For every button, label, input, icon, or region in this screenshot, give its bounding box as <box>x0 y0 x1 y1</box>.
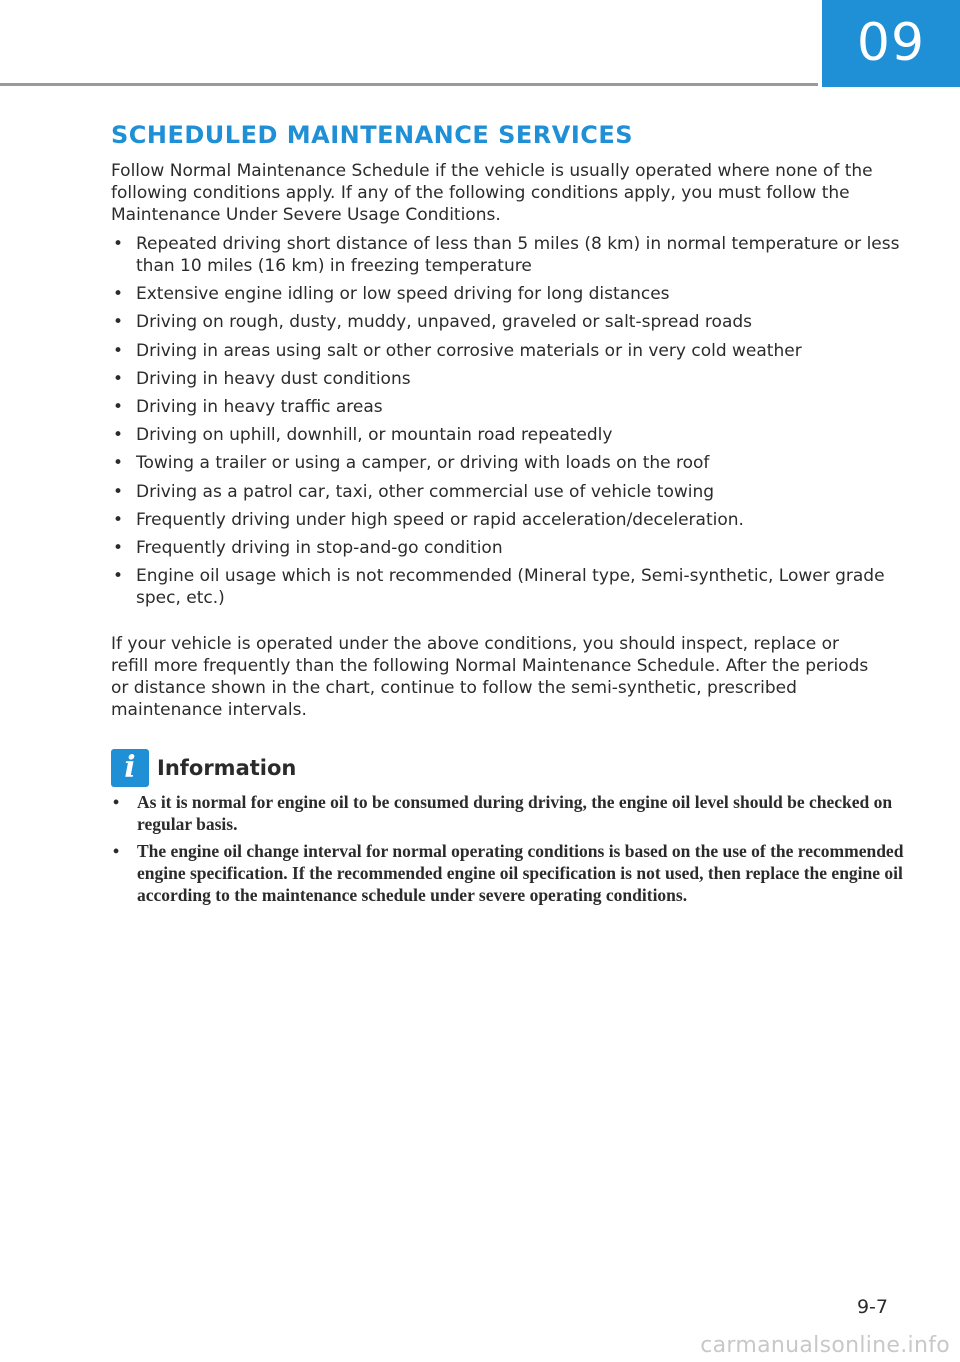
list-item-text: As it is normal for engine oil to be consumed during driving, the engine oil level should be checked on regular basis. <box>137 792 893 834</box>
bullet-icon: • <box>113 425 124 446</box>
info-icon: i <box>111 749 149 787</box>
page-number: 9-7 <box>856 1296 888 1318</box>
list-item-text: Engine oil usage which is not recommended (Mineral type, Semi-synthetic, Lower grade spec, etc.) <box>136 566 885 609</box>
header-rule <box>0 83 818 86</box>
list-item <box>111 233 911 277</box>
bullet-icon: • <box>113 340 124 361</box>
list-item <box>111 537 911 559</box>
bullet-icon: • <box>113 284 124 305</box>
list-item <box>111 340 911 362</box>
list-item <box>111 396 911 418</box>
severe-conditions-list <box>111 233 911 615</box>
list-item <box>111 509 911 531</box>
list-item <box>111 481 911 503</box>
bullet-icon: • <box>113 841 120 861</box>
list-item-text: Repeated driving short distance of less than 5 miles (8 km) in normal temperature or less than 10 miles (16 km) in freezing temperature <box>136 234 900 276</box>
outro-paragraph: If your vehicle is operated under the above conditions, you should inspect, replace or refill more frequently than the following Normal Maintenance Schedule. After the periods or distance shown in the chart, continue to follow the semi-synthetic, prescribed maintenance intervals. <box>111 634 869 720</box>
information-list <box>111 791 906 911</box>
bullet-icon: • <box>113 566 124 587</box>
list-item-text: Driving on rough, dusty, muddy, unpaved, graveled or salt-spread roads <box>136 312 753 333</box>
list-item-text: Driving in heavy dust conditions <box>136 368 411 389</box>
information-title: Information <box>157 756 297 780</box>
list-item <box>111 840 906 906</box>
list-item-text: Driving in heavy traffic areas <box>136 396 383 417</box>
bullet-icon: • <box>113 792 120 812</box>
list-item <box>111 424 911 446</box>
list-item-text: Towing a trailer or using a camper, or driving with loads on the roof <box>136 453 710 474</box>
list-item <box>111 452 911 474</box>
intro-paragraph: Follow Normal Maintenance Schedule if the vehicle is usually operated where none of the following conditions apply. If any of the following conditions apply, you must follow the Maintenance Under Severe Usage Conditions. <box>111 161 873 225</box>
bullet-icon: • <box>113 396 124 417</box>
list-item-text: Driving as a patrol car, taxi, other commercial use of vehicle towing <box>136 481 715 502</box>
list-item-text: Frequently driving under high speed or rapid acceleration/deceleration. <box>136 509 744 530</box>
list-item <box>111 283 911 305</box>
list-item-text: The engine oil change interval for normal operating conditions is based on the use of the recommended engine specification. If the recommended engine oil specification is not used, then replace the engine oil according to the maintenance schedule under severe operating conditions. <box>137 841 904 905</box>
chapter-tab: 09 <box>822 0 960 87</box>
bullet-icon: • <box>113 234 124 254</box>
list-item <box>111 311 911 333</box>
information-header <box>111 748 296 788</box>
bullet-icon: • <box>113 453 124 474</box>
watermark: carmanualsonline.info <box>700 1333 950 1358</box>
bullet-icon: • <box>113 481 124 502</box>
bullet-icon: • <box>113 537 124 558</box>
list-item-text: Frequently driving in stop-and-go condition <box>136 537 503 558</box>
bullet-icon: • <box>113 368 124 389</box>
list-item-text: Driving in areas using salt or other corrosive materials or in very cold weather <box>136 340 802 361</box>
bullet-icon: • <box>113 509 124 530</box>
list-item-text: Driving on uphill, downhill, or mountain road repeatedly <box>136 425 613 446</box>
list-item-text: Extensive engine idling or low speed driving for long distances <box>136 284 670 305</box>
list-item <box>111 791 906 835</box>
list-item <box>111 565 911 609</box>
bullet-icon: • <box>113 312 124 333</box>
list-item <box>111 368 911 390</box>
section-title: SCHEDULED MAINTENANCE SERVICES <box>111 121 634 149</box>
